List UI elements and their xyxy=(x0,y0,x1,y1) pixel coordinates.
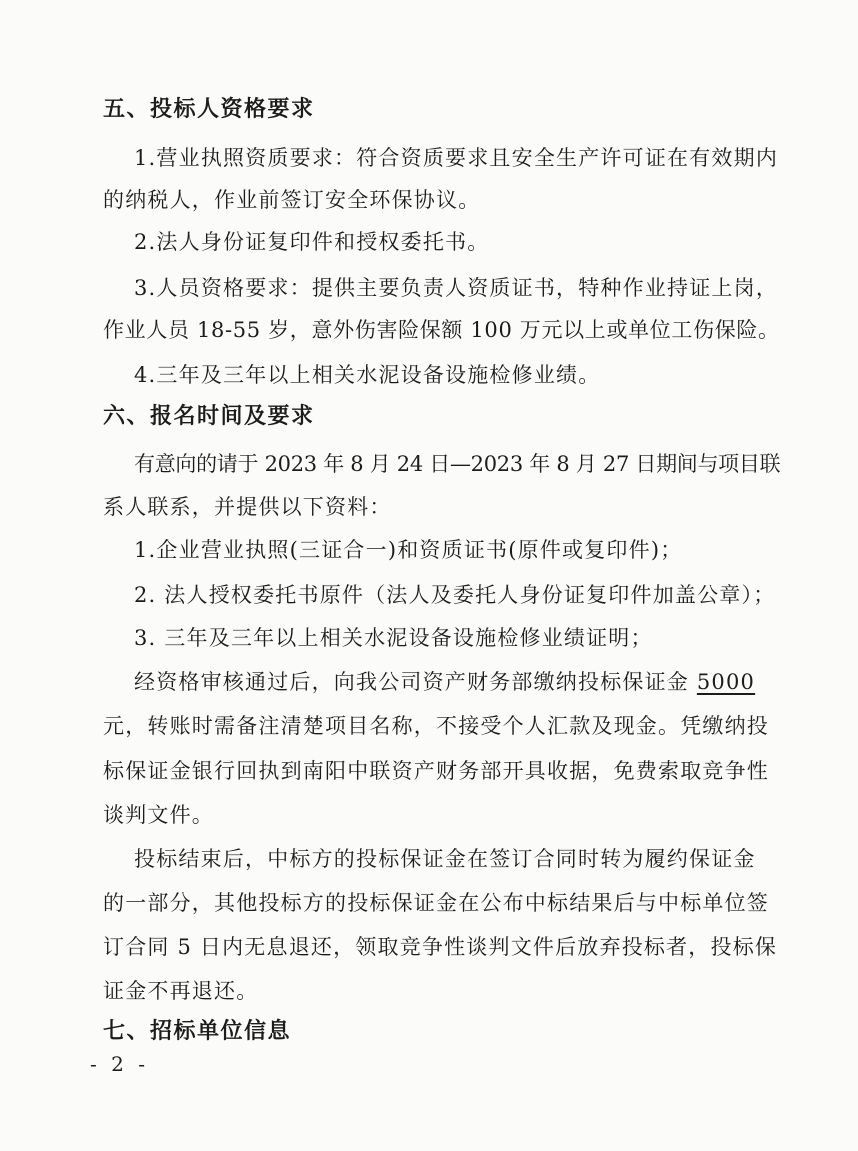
section-6-requirement-3: 3. 三年及三年以上相关水泥设备设施检修业绩证明； xyxy=(134,626,653,650)
section-6-requirement-2: 2. 法人授权委托书原件（法人及委托人身份证复印件加盖公章）； xyxy=(134,583,776,607)
section-5-item-1-line-1: 1.营业执照资质要求：符合资质要求且安全生产许可证在有效期内 xyxy=(134,146,779,170)
refund-paragraph-line-3: 订合同 5 日内无息退还，领取竞争性谈判文件后放弃投标者，投标保 xyxy=(103,935,778,959)
section-5-item-2: 2.法人身份证复印件和授权委托书。 xyxy=(134,230,490,254)
section-5-item-4: 4.三年及三年以上相关水泥设备设施检修业绩。 xyxy=(134,363,601,387)
page-number: - 2 - xyxy=(90,1052,149,1076)
section-5-item-1-line-2: 的纳税人，作业前签订安全环保协议。 xyxy=(103,188,481,212)
deposit-paragraph-line-2: 元，转账时需备注清楚项目名称，不接受个人汇款及现金。凭缴纳投 xyxy=(103,714,769,738)
deposit-paragraph-line-3: 标保证金银行回执到南阳中联资产财务部开具收据，免费索取竞争性 xyxy=(103,759,769,783)
refund-paragraph-line-4: 证金不再退还。 xyxy=(103,979,259,1003)
section-5-item-3-line-2: 作业人员 18-55 岁，意外伤害险保额 100 万元以上或单位工伤保险。 xyxy=(103,318,780,342)
deposit-paragraph-line-1-text: 经资格审核通过后，向我公司资产财务部缴纳投标保证金 xyxy=(134,670,697,694)
section-6-requirement-1: 1.企业营业执照(三证合一)和资质证书(原件或复印件)； xyxy=(134,538,683,562)
section-5-heading: 五、投标人资格要求 xyxy=(103,97,315,122)
section-6-heading: 六、报名时间及要求 xyxy=(103,404,315,429)
refund-paragraph-line-2: 的一部分，其他投标方的投标保证金在公布中标结果后与中标单位签 xyxy=(103,891,769,915)
refund-paragraph-line-1: 投标结束后，中标方的投标保证金在签订合同时转为履约保证金 xyxy=(134,847,756,871)
section-7-heading: 七、招标单位信息 xyxy=(103,1019,292,1044)
section-5-item-3-line-1: 3.人员资格要求：提供主要负责人资质证书，特种作业持证上岗， xyxy=(134,276,779,300)
deposit-amount: 5000 xyxy=(696,670,756,694)
section-6-intro-line-2: 系人联系，并提供以下资料： xyxy=(103,495,392,519)
deposit-paragraph-line-4: 谈判文件。 xyxy=(103,803,214,827)
deposit-paragraph-line-1 xyxy=(134,668,755,696)
section-6-intro-line-1: 有意向的请于 2023 年 8 月 24 日—2023 年 8 月 27 日期间与项目联 xyxy=(134,452,781,476)
